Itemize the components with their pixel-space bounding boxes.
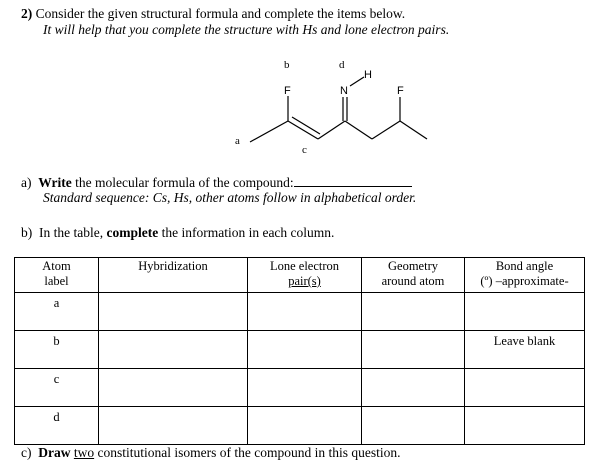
part-a-instruction: Standard sequence: Cs, Hs, other atoms follow in alphabetical order. bbox=[43, 190, 417, 205]
bond-angle-cell: Leave blank bbox=[465, 331, 585, 369]
atom-cell: d bbox=[15, 407, 99, 445]
header-hybridization: Hybridization bbox=[99, 258, 248, 293]
atom-cell: c bbox=[15, 369, 99, 407]
part-a-label: a) bbox=[21, 175, 32, 190]
bond-angle-cell[interactable] bbox=[465, 407, 585, 445]
header-geometry: Geometry around atom bbox=[362, 258, 465, 293]
part-a-text: the molecular formula of the compound: bbox=[71, 175, 294, 190]
element-f-right: F bbox=[397, 85, 404, 97]
hybridization-cell[interactable] bbox=[99, 407, 248, 445]
table-row bbox=[15, 331, 585, 369]
lone-pairs-cell[interactable] bbox=[248, 331, 362, 369]
lone-pairs-cell[interactable] bbox=[248, 407, 362, 445]
element-n: N bbox=[340, 85, 348, 97]
bond-n-h bbox=[350, 77, 364, 86]
table-row bbox=[15, 407, 585, 445]
element-h: H bbox=[364, 69, 372, 81]
hybridization-cell[interactable] bbox=[99, 293, 248, 331]
atom-label-c: c bbox=[302, 144, 307, 156]
header-atom-label: Atom label bbox=[15, 258, 99, 293]
atom-cell: b bbox=[15, 331, 99, 369]
atom-cell: a bbox=[15, 293, 99, 331]
part-c-label: c) bbox=[21, 445, 32, 460]
geometry-cell[interactable] bbox=[362, 293, 465, 331]
structural-formula bbox=[0, 0, 612, 172]
table-row bbox=[15, 293, 585, 331]
hybridization-cell[interactable] bbox=[99, 331, 248, 369]
question-instruction: It will help that you complete the structure with Hs and lone electron pairs. bbox=[43, 22, 450, 37]
bond-ch2-chf bbox=[372, 121, 400, 139]
bond-a-b bbox=[250, 121, 288, 142]
part-b bbox=[21, 225, 334, 241]
lone-pairs-cell[interactable] bbox=[248, 293, 362, 331]
formula-answer-blank[interactable] bbox=[294, 174, 412, 187]
part-a bbox=[21, 174, 412, 191]
geometry-cell[interactable] bbox=[362, 369, 465, 407]
table-row bbox=[15, 369, 585, 407]
atom-label-b: b bbox=[284, 59, 290, 71]
part-b-text-2: the information in each column. bbox=[158, 225, 335, 240]
bond-angle-cell[interactable] bbox=[465, 293, 585, 331]
part-a-bold: Write bbox=[38, 175, 72, 190]
header-bond-angle: Bond angle (º) –approximate- bbox=[465, 258, 585, 293]
lone-pairs-cell[interactable] bbox=[248, 369, 362, 407]
bond-chf-ch3 bbox=[400, 121, 427, 139]
atom-label-a: a bbox=[235, 135, 240, 147]
part-b-label: b) bbox=[21, 225, 33, 240]
geometry-cell[interactable] bbox=[362, 407, 465, 445]
bond-angle-cell[interactable] bbox=[465, 369, 585, 407]
element-f-left: F bbox=[284, 85, 291, 97]
part-c-text: constitutional isomers of the compound in this question. bbox=[94, 445, 401, 460]
part-c bbox=[21, 445, 400, 461]
part-b-text-1: In the table, bbox=[39, 225, 107, 240]
geometry-cell[interactable] bbox=[362, 331, 465, 369]
part-c-underlined: two bbox=[73, 445, 95, 460]
header-lone-pairs: Lone electron pair(s) bbox=[248, 258, 362, 293]
part-c-bold: Draw bbox=[38, 445, 71, 460]
hybridization-cell[interactable] bbox=[99, 369, 248, 407]
question-text: Consider the given structural formula and complete the items below. bbox=[35, 6, 406, 21]
bond-c-n-carbon bbox=[318, 121, 345, 139]
table-header-row bbox=[15, 258, 585, 293]
atom-label-d: d bbox=[339, 59, 345, 71]
question-number: 2) bbox=[21, 6, 33, 21]
part-b-bold: complete bbox=[106, 225, 159, 240]
info-table bbox=[14, 257, 585, 445]
bond-c-ch2 bbox=[345, 121, 372, 139]
